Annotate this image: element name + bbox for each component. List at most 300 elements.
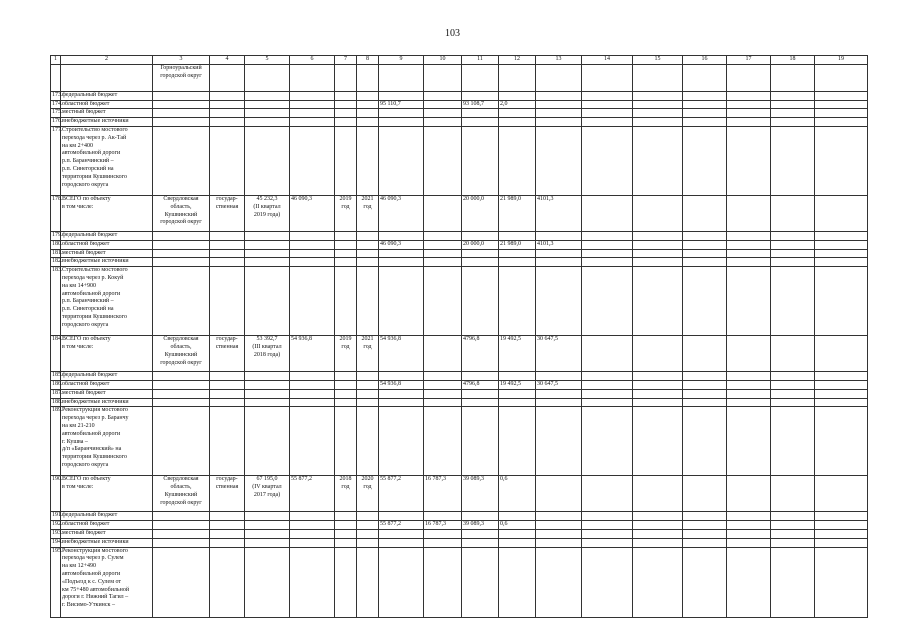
table-cell [771, 476, 815, 512]
table-cell [462, 407, 499, 476]
column-header: 16 [683, 56, 727, 65]
table-cell [727, 336, 771, 372]
table-cell [683, 389, 727, 398]
table-cell: Реконструкция мостового перехода через р. Сулем на км 12+490 автомобильной дороги «Подъезд к с. Сулем от км 75+480 автомобильной дороги г. Нижний Тагил – г. Висимо-Уткинск – [61, 547, 153, 617]
table-cell [210, 118, 245, 127]
table-cell [153, 109, 210, 118]
table-cell [683, 126, 727, 195]
table-cell [683, 547, 727, 617]
table-cell [210, 91, 245, 100]
table-cell [771, 64, 815, 91]
table-cell [633, 538, 683, 547]
table-cell [633, 398, 683, 407]
table-cell: Горноуральский городской округ [153, 64, 210, 91]
table-cell [335, 529, 357, 538]
table-cell [771, 240, 815, 249]
table-cell [633, 521, 683, 530]
table-row [51, 64, 868, 91]
table-cell [815, 529, 868, 538]
table-cell [683, 336, 727, 372]
table-cell [727, 240, 771, 249]
table-cell [357, 231, 379, 240]
table-cell [727, 380, 771, 389]
column-header: 5 [245, 56, 290, 65]
table-cell [379, 91, 424, 100]
table-cell: 175. [51, 109, 61, 118]
table-cell [357, 64, 379, 91]
table-cell [683, 380, 727, 389]
table-cell [633, 240, 683, 249]
table-cell [335, 267, 357, 336]
table-cell [290, 398, 335, 407]
table-cell [582, 372, 633, 381]
table-cell [424, 389, 462, 398]
table-cell [683, 521, 727, 530]
table-cell [290, 512, 335, 521]
table-cell [582, 231, 633, 240]
table-cell [499, 91, 536, 100]
table-cell [499, 267, 536, 336]
table-cell [683, 240, 727, 249]
table-cell [771, 195, 815, 231]
table-cell [683, 398, 727, 407]
table-cell [582, 398, 633, 407]
table-cell [424, 231, 462, 240]
table-cell [424, 512, 462, 521]
table-cell [462, 389, 499, 398]
table-row [51, 547, 868, 617]
table-cell [245, 512, 290, 521]
table-cell [499, 231, 536, 240]
table-cell [633, 249, 683, 258]
header-row [51, 56, 868, 65]
table-cell [335, 538, 357, 547]
table-cell [771, 380, 815, 389]
table-cell [727, 521, 771, 530]
table-cell [815, 231, 868, 240]
table-cell [462, 547, 499, 617]
table-cell [290, 529, 335, 538]
table-cell: Свердловская область, Кушвинский городской округ [153, 336, 210, 372]
table-cell [424, 529, 462, 538]
table-cell [379, 249, 424, 258]
table-cell: внебюджетные источники [61, 118, 153, 127]
table-cell [499, 109, 536, 118]
table-cell [424, 538, 462, 547]
table-cell [210, 267, 245, 336]
table-cell [210, 529, 245, 538]
table-cell [424, 64, 462, 91]
table-cell: 2021 год [357, 195, 379, 231]
table-cell [536, 267, 582, 336]
table-cell [379, 398, 424, 407]
table-cell [424, 547, 462, 617]
table-cell: 191. [51, 512, 61, 521]
table-cell: 45 232,3 (II квартал 2019 года) [245, 195, 290, 231]
table-cell [582, 267, 633, 336]
table-cell [536, 126, 582, 195]
table-cell [357, 512, 379, 521]
table-cell [633, 529, 683, 538]
table-cell [536, 476, 582, 512]
table-cell [633, 195, 683, 231]
table-cell [633, 547, 683, 617]
table-cell [462, 398, 499, 407]
table-cell [462, 249, 499, 258]
table-cell: местный бюджет [61, 109, 153, 118]
table-cell [424, 91, 462, 100]
table-cell [536, 249, 582, 258]
table-row [51, 521, 868, 530]
table-cell [245, 258, 290, 267]
table-cell [153, 547, 210, 617]
table-cell [771, 231, 815, 240]
table-cell [210, 258, 245, 267]
column-header: 12 [499, 56, 536, 65]
table-cell [51, 64, 61, 91]
table-cell [499, 547, 536, 617]
table-cell [335, 398, 357, 407]
table-cell [335, 512, 357, 521]
table-cell [499, 512, 536, 521]
table-cell: внебюджетные источники [61, 258, 153, 267]
table-cell [424, 195, 462, 231]
table-cell [245, 64, 290, 91]
table-cell: федеральный бюджет [61, 372, 153, 381]
table-cell [357, 267, 379, 336]
table-cell [499, 249, 536, 258]
table-cell [582, 529, 633, 538]
table-cell: 188. [51, 398, 61, 407]
table-cell [379, 267, 424, 336]
table-cell [290, 538, 335, 547]
table-cell [815, 398, 868, 407]
table-cell: 20 000,0 [462, 195, 499, 231]
table-cell [536, 91, 582, 100]
table-cell: Реконструкция мостового перехода через р. Баранчу на км 21-210 автомобильной дороги г. Кушва – д/п «Баранчинский» на территории Кушвинского городского округа [61, 407, 153, 476]
table-cell [210, 521, 245, 530]
table-cell: 39 089,3 [462, 521, 499, 530]
table-cell: областной бюджет [61, 100, 153, 109]
table-cell [335, 380, 357, 389]
table-cell [335, 100, 357, 109]
table-cell [727, 100, 771, 109]
table-cell: 55 877,2 [379, 476, 424, 512]
table-cell: Строительство мостового перехода через р. Ак-Тай на км 2+400 автомобильной дороги р.п. Баранчинский – р.п. Синегорский на территории Кушвинского городского округа [61, 126, 153, 195]
table-row [51, 380, 868, 389]
table-cell: 39 089,3 [462, 476, 499, 512]
table-row [51, 91, 868, 100]
table-cell [771, 126, 815, 195]
table-cell [633, 100, 683, 109]
table-cell [153, 380, 210, 389]
table-cell [582, 195, 633, 231]
table-cell [290, 547, 335, 617]
table-cell [245, 249, 290, 258]
table-cell [357, 100, 379, 109]
table-cell [815, 126, 868, 195]
table-cell [815, 389, 868, 398]
table-cell [683, 100, 727, 109]
table-cell [424, 407, 462, 476]
table-cell [290, 372, 335, 381]
table-cell: 19 492,5 [499, 336, 536, 372]
table-cell: 16 787,3 [424, 476, 462, 512]
table-cell [771, 538, 815, 547]
table-cell: 55 877,2 [379, 521, 424, 530]
table-cell [335, 389, 357, 398]
table-cell [683, 195, 727, 231]
table-cell [683, 267, 727, 336]
column-header: 6 [290, 56, 335, 65]
table-cell [379, 126, 424, 195]
table-cell [536, 538, 582, 547]
table-cell [357, 547, 379, 617]
table-cell [815, 100, 868, 109]
table-cell: областной бюджет [61, 240, 153, 249]
table-cell [727, 91, 771, 100]
table-cell: областной бюджет [61, 380, 153, 389]
table-cell [462, 512, 499, 521]
table-cell [210, 64, 245, 91]
table-cell [379, 231, 424, 240]
table-cell [771, 512, 815, 521]
table-cell [290, 91, 335, 100]
table-cell [290, 126, 335, 195]
table-cell [727, 267, 771, 336]
table-cell [582, 407, 633, 476]
table-cell [335, 91, 357, 100]
table-cell [633, 372, 683, 381]
table-cell [536, 109, 582, 118]
table-cell [210, 547, 245, 617]
table-cell [499, 126, 536, 195]
page-number: 103 [445, 28, 460, 39]
table-cell [815, 336, 868, 372]
table-cell [290, 380, 335, 389]
table-cell [424, 109, 462, 118]
table-cell [153, 389, 210, 398]
table-cell [424, 249, 462, 258]
column-header: 18 [771, 56, 815, 65]
table-cell [536, 258, 582, 267]
table-cell [357, 118, 379, 127]
table-cell [245, 126, 290, 195]
column-header: 2 [61, 56, 153, 65]
table-cell [771, 118, 815, 127]
table-cell [357, 398, 379, 407]
table-cell [335, 231, 357, 240]
table-cell [727, 195, 771, 231]
table-cell [536, 231, 582, 240]
table-row [51, 398, 868, 407]
table-cell [290, 109, 335, 118]
column-header: 17 [727, 56, 771, 65]
table-cell [357, 372, 379, 381]
table-cell: 192. [51, 521, 61, 530]
table-cell [727, 398, 771, 407]
table-cell [153, 249, 210, 258]
table-cell [245, 521, 290, 530]
table-cell: 176. [51, 118, 61, 127]
table-cell: 54 936,8 [379, 336, 424, 372]
table-cell [379, 64, 424, 91]
table-row [51, 100, 868, 109]
table-cell [582, 512, 633, 521]
table-cell: местный бюджет [61, 249, 153, 258]
table-row [51, 407, 868, 476]
table-cell [462, 372, 499, 381]
table-cell [771, 249, 815, 258]
table-cell [335, 407, 357, 476]
table-cell [245, 240, 290, 249]
table-cell [499, 398, 536, 407]
table-cell [424, 372, 462, 381]
table-cell [357, 538, 379, 547]
table-cell [683, 476, 727, 512]
table-row [51, 529, 868, 538]
table-cell [633, 64, 683, 91]
table-cell: Свердловская область, Кушвинский городской округ [153, 195, 210, 231]
table-cell [683, 231, 727, 240]
table-cell [815, 195, 868, 231]
table-cell: местный бюджет [61, 389, 153, 398]
table-cell [462, 258, 499, 267]
table-cell [210, 407, 245, 476]
table-cell: 54 936,8 [290, 336, 335, 372]
table-row [51, 240, 868, 249]
table-cell [357, 240, 379, 249]
table-row [51, 249, 868, 258]
table-cell: 189. [51, 407, 61, 476]
table-cell [462, 126, 499, 195]
table-cell [379, 372, 424, 381]
table-cell: 0,6 [499, 521, 536, 530]
table-cell: 180. [51, 240, 61, 249]
table-row [51, 538, 868, 547]
table-cell [424, 100, 462, 109]
table-cell: 46 090,3 [379, 195, 424, 231]
table-row [51, 258, 868, 267]
table-cell [357, 521, 379, 530]
table-cell [683, 407, 727, 476]
table-cell [245, 529, 290, 538]
table-cell: 187. [51, 389, 61, 398]
table-cell: Свердловская область, Кушвинский городской округ [153, 476, 210, 512]
table-cell [582, 126, 633, 195]
table-cell [245, 100, 290, 109]
table-cell [727, 258, 771, 267]
table-cell: 181. [51, 249, 61, 258]
table-cell: 30 647,5 [536, 380, 582, 389]
table-cell [683, 249, 727, 258]
table-cell [536, 389, 582, 398]
table-cell [462, 529, 499, 538]
table-cell [379, 407, 424, 476]
table-cell [462, 231, 499, 240]
table-cell [815, 407, 868, 476]
table-cell [379, 538, 424, 547]
column-header: 9 [379, 56, 424, 65]
table-cell [499, 407, 536, 476]
table-cell [379, 118, 424, 127]
table-cell [153, 91, 210, 100]
table-cell [290, 521, 335, 530]
table-cell: 2019 год [335, 336, 357, 372]
table-cell [771, 258, 815, 267]
table-cell [633, 126, 683, 195]
table-cell [210, 389, 245, 398]
table-cell [210, 240, 245, 249]
table-cell [424, 398, 462, 407]
budget-table [50, 55, 868, 618]
table-cell [335, 109, 357, 118]
table-cell [335, 64, 357, 91]
table-cell [815, 372, 868, 381]
table-cell [582, 100, 633, 109]
table-cell: 2,0 [499, 100, 536, 109]
table-cell [335, 249, 357, 258]
table-cell [727, 372, 771, 381]
table-cell [245, 109, 290, 118]
table-cell [536, 512, 582, 521]
table-cell [683, 109, 727, 118]
table-cell [379, 529, 424, 538]
table-cell [771, 547, 815, 617]
table-cell [536, 398, 582, 407]
table-cell [245, 538, 290, 547]
table-cell [462, 109, 499, 118]
table-cell [582, 380, 633, 389]
table-cell [210, 538, 245, 547]
table-cell [153, 100, 210, 109]
table-cell: 177. [51, 126, 61, 195]
table-cell [536, 529, 582, 538]
table-cell [210, 126, 245, 195]
table-cell [245, 91, 290, 100]
table-cell [499, 64, 536, 91]
table-cell [633, 258, 683, 267]
table-cell [727, 476, 771, 512]
table-cell: 2021 год [357, 336, 379, 372]
table-cell [771, 407, 815, 476]
table-cell: 173. [51, 91, 61, 100]
table-cell [357, 529, 379, 538]
table-cell: 190. [51, 476, 61, 512]
column-header: 13 [536, 56, 582, 65]
table-cell: ВСЕГО по объекту в том числе: [61, 476, 153, 512]
table-cell [290, 231, 335, 240]
table-cell [727, 109, 771, 118]
table-cell [357, 126, 379, 195]
table-cell [771, 529, 815, 538]
table-row [51, 336, 868, 372]
table-cell [633, 407, 683, 476]
table-cell [815, 109, 868, 118]
table-cell [245, 398, 290, 407]
table-cell [683, 372, 727, 381]
table-cell: 178. [51, 195, 61, 231]
table-cell [245, 389, 290, 398]
table-cell: 193. [51, 529, 61, 538]
table-cell [633, 512, 683, 521]
table-cell: 53 392,7 (III квартал 2018 года) [245, 336, 290, 372]
table-cell [290, 249, 335, 258]
table-cell [335, 240, 357, 249]
table-cell [633, 389, 683, 398]
table-cell: 2019 год [335, 195, 357, 231]
table-cell: государ- ственная [210, 476, 245, 512]
